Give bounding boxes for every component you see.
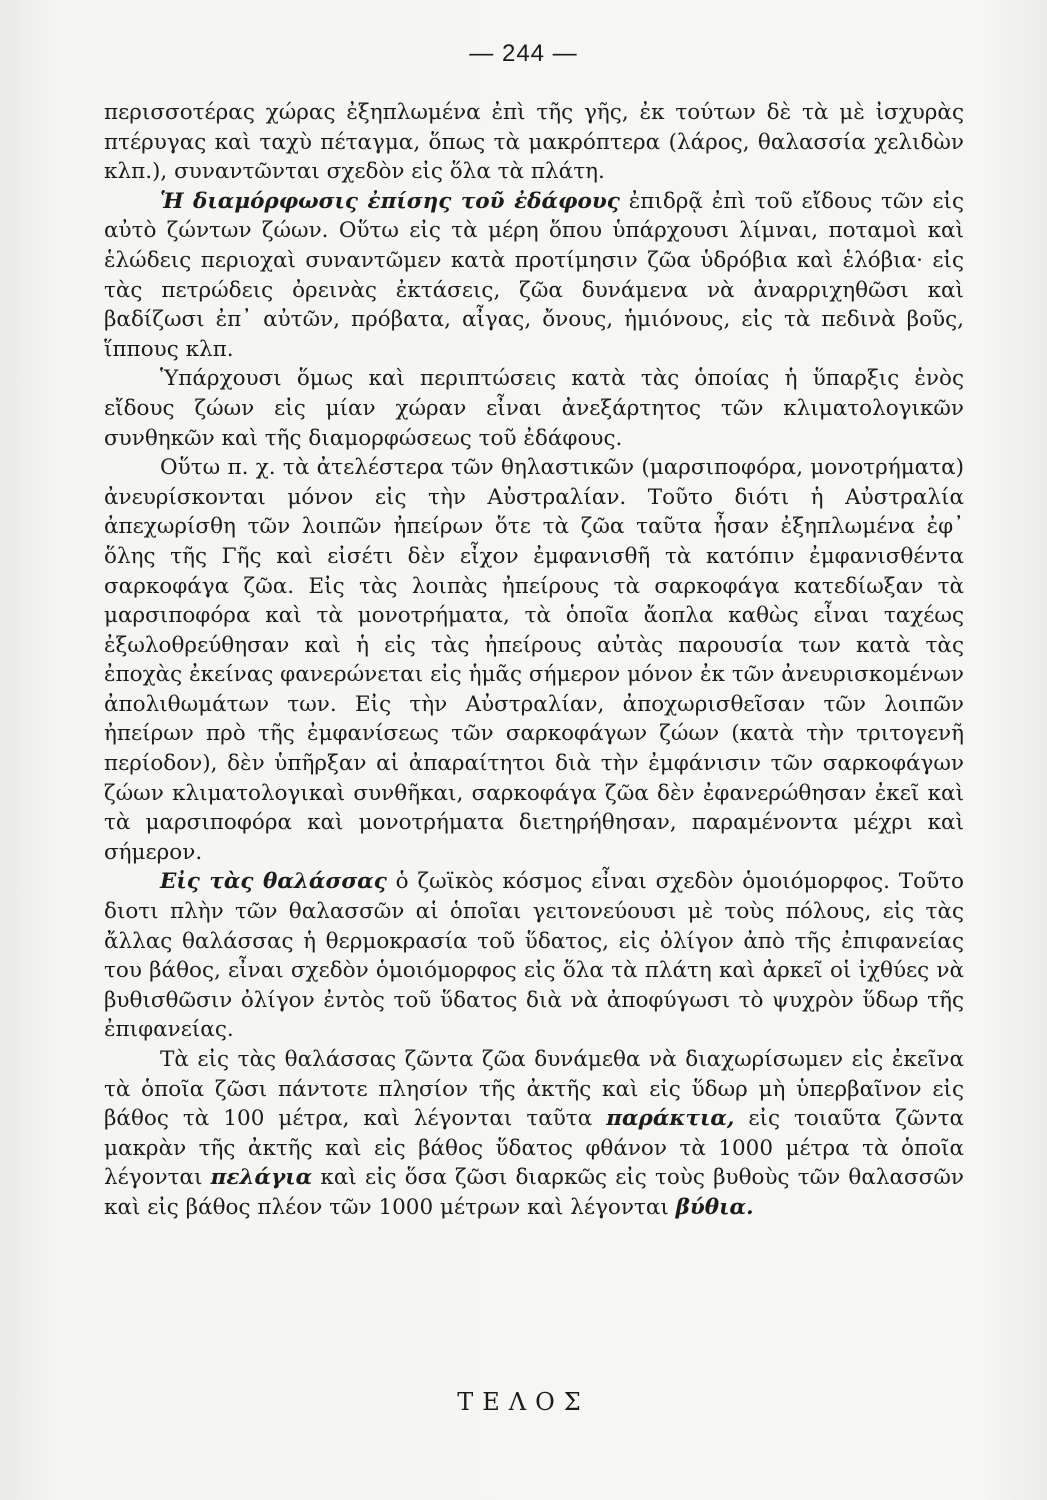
paragraph-5	[104, 867, 964, 1045]
page-number: — 244 —	[469, 40, 578, 67]
end-mark: ΤΕΛΟΣ	[457, 1388, 590, 1416]
paragraph-2-text: ἐπιδρᾷ ἐπὶ τοῦ εἴδους τῶν εἰς αὐτὸ ζώντων ζώων. Οὕτω εἰς τὰ μέρη ὅπου ὑπάρχουσι λίμναι, ποταμοὶ καὶ ἑλώδεις περιοχαὶ συναντῶμεν κατὰ προτίμησιν ζῶα ὑδρόβια καὶ ἑλόβια· εἰς τὰς πετρώδεις ὀρεινὰς ἐκτάσεις, ζῶα δυνάμενα νὰ ἀναρριχηθῶσι καὶ βαδίζωσι ἐπ᾽ αὐτῶν, πρόβατα, αἶγας, ὄνους, ἡμιόνους, εἰς τὰ πεδινὰ βοῦς, ἵππους κλπ.	[104, 188, 964, 362]
paragraph-4-text: Οὕτω π. χ. τὰ ἀτελέστερα τῶν θηλαστικῶν (μαρσιποφόρα, μονοτρήματα) ἀνευρίσκονται μόνον εἰς τὴν Αὐστραλίαν. Τοῦτο διότι ἡ Αὐστραλία ἀπεχωρίσθη τῶν λοιπῶν ἠπείρων ὅτε τὰ ζῶα ταῦτα ἦσαν ἐξηπλωμένα ἐφ᾽ ὅλης τῆς Γῆς καὶ εἰσέτι δὲν εἶχον ἐμφανισθῆ τὰ κατόπιν ἐμφανισθέντα σαρκοφάγα ζῶα. Εἰς τὰς λοιπὰς ἠπείρους τὰ σαρκοφάγα κατεδίωξαν τὰ μαρσιποφόρα καὶ τὰ μονοτρήματα, τὰ ὁποῖα ἄοπλα καθὼς εἶναι ταχέως ἐξωλοθρεύθησαν καὶ ἡ εἰς τὰς ἠπείρους αὐτὰς παρουσία των κατὰ τὰς ἐποχὰς ἐκείνας φανερώνεται εἰς ἡμᾶς σήμερον μόνον ἐκ τῶν ἀνευρισκομένων ἀπολιθωμάτων των. Εἰς τὴν Αὐστραλίαν, ἀποχωρισθεῖσαν τῶν λοιπῶν ἠπείρων πρὸ τῆς ἐμφανίσεως τῶν σαρκοφάγων ζώων (κατὰ τὴν τριτογενῆ περίοδον), δὲν ὑπῆρξαν αἱ ἀπαραίτητοι διὰ τὴν ἐμφάνισιν τῶν σαρκοφάγων ζώων κλιματολογικαὶ συνθῆκαι, σαρκοφάγα ζῶα δὲν ἐφανερώθησαν ἐκεῖ καὶ τὰ μαρσιποφόρα καὶ μονοτρήματα διετηρήθησαν, παραμένοντα μέχρι καὶ σήμερον.	[104, 455, 964, 865]
paragraph-2	[104, 187, 964, 365]
paragraph-1	[104, 98, 964, 187]
paragraph-3	[104, 364, 964, 453]
paragraph-6-text-part3: καὶ εἰς ὅσα ζῶσι διαρκῶς εἰς τοὺς βυθοὺς τῶν θαλασσῶν καὶ εἰς βάθος πλέον τῶν 1000 μέτρων καὶ λέγονται	[104, 1165, 964, 1220]
paragraph-2-heading: Ἡ διαμόρφωσις ἐπίσης τοῦ ἐδάφους	[160, 188, 620, 214]
paragraph-1-text: περισσοτέρας χώρας ἐξηπλωμένα ἐπὶ τῆς γῆς, ἐκ τούτων δὲ τὰ μὲ ἰσχυρὰς πτέρυγας καὶ ταχὺ πέταγμα, ὅπως τὰ μακρόπτερα (λάρος, θαλασσία χελιδὼν κλπ.), συναντῶνται σχεδὸν εἰς ὅλα τὰ πλάτη.	[104, 100, 964, 185]
paragraph-3-text: Ὑπάρχουσι ὅμως καὶ περιπτώσεις κατὰ τὰς ὁποίας ἡ ὕπαρξις ἑνὸς εἴδους ζώων εἰς μίαν χώραν εἶναι ἀνεξάρτητος τῶν κλιματολογικῶν συνθηκῶν καὶ τῆς διαμορφώσεως τοῦ ἐδάφους.	[104, 366, 964, 451]
body-text	[104, 98, 964, 1223]
paragraph-5-heading: Εἰς τὰς θαλάσσας	[160, 869, 387, 895]
paragraph-6-text-part2: εἰς τοιαῦτα ζῶντα μακρὰν τῆς ἀκτῆς καὶ εἰς βάθος ὕδατος φθάνον τὰ 1000 μέτρα τὰ ὁποῖα λέγονται	[104, 1106, 964, 1191]
paragraph-5-text: ὁ ζωϊκὸς κόσμος εἶναι σχεδὸν ὁμοιόμορφος. Τοῦτο διοτι πλὴν τῶν θαλασσῶν αἱ ὁποῖαι γειτονεύουσι μὲ τοὺς πόλους, εἰς τὰς ἄλλας θαλάσσας ἡ θερμοκρασία τοῦ ὕδατος, εἰς ὀλίγον ἀπὸ τῆς ἐπιφανείας του βάθος, εἶναι σχεδὸν ὁμοιόμορφος εἰς ὅλα τὰ πλάτη καὶ ἀρκεῖ οἱ ἰχθύες νὰ βυθισθῶσιν ὀλίγον ἐντὸς τοῦ ὕδατος διὰ νὰ ἀποφύγωσι τὸ ψυχρὸν ὕδωρ τῆς ἐπιφανείας.	[104, 869, 964, 1043]
term-benthic: βύθια.	[675, 1194, 754, 1220]
paragraph-6	[104, 1045, 964, 1223]
term-pelagic: πελάγια	[210, 1165, 313, 1191]
term-coastal: παράκτια,	[606, 1106, 735, 1132]
paragraph-4	[104, 453, 964, 867]
paragraph-6-text-part1: Τὰ εἰς τὰς θαλάσσας ζῶντα ζῶα δυνάμεθα νὰ διαχωρίσωμεν εἰς ἐκεῖνα τὰ ὁποῖα ζῶσι πάντοτε πλησίον τῆς ἀκτῆς καὶ εἰς ὕδωρ μὴ ὑπερβαῖνον εἰς βάθος τὰ 100 μέτρα, καὶ λέγονται ταῦτα	[104, 1047, 964, 1132]
